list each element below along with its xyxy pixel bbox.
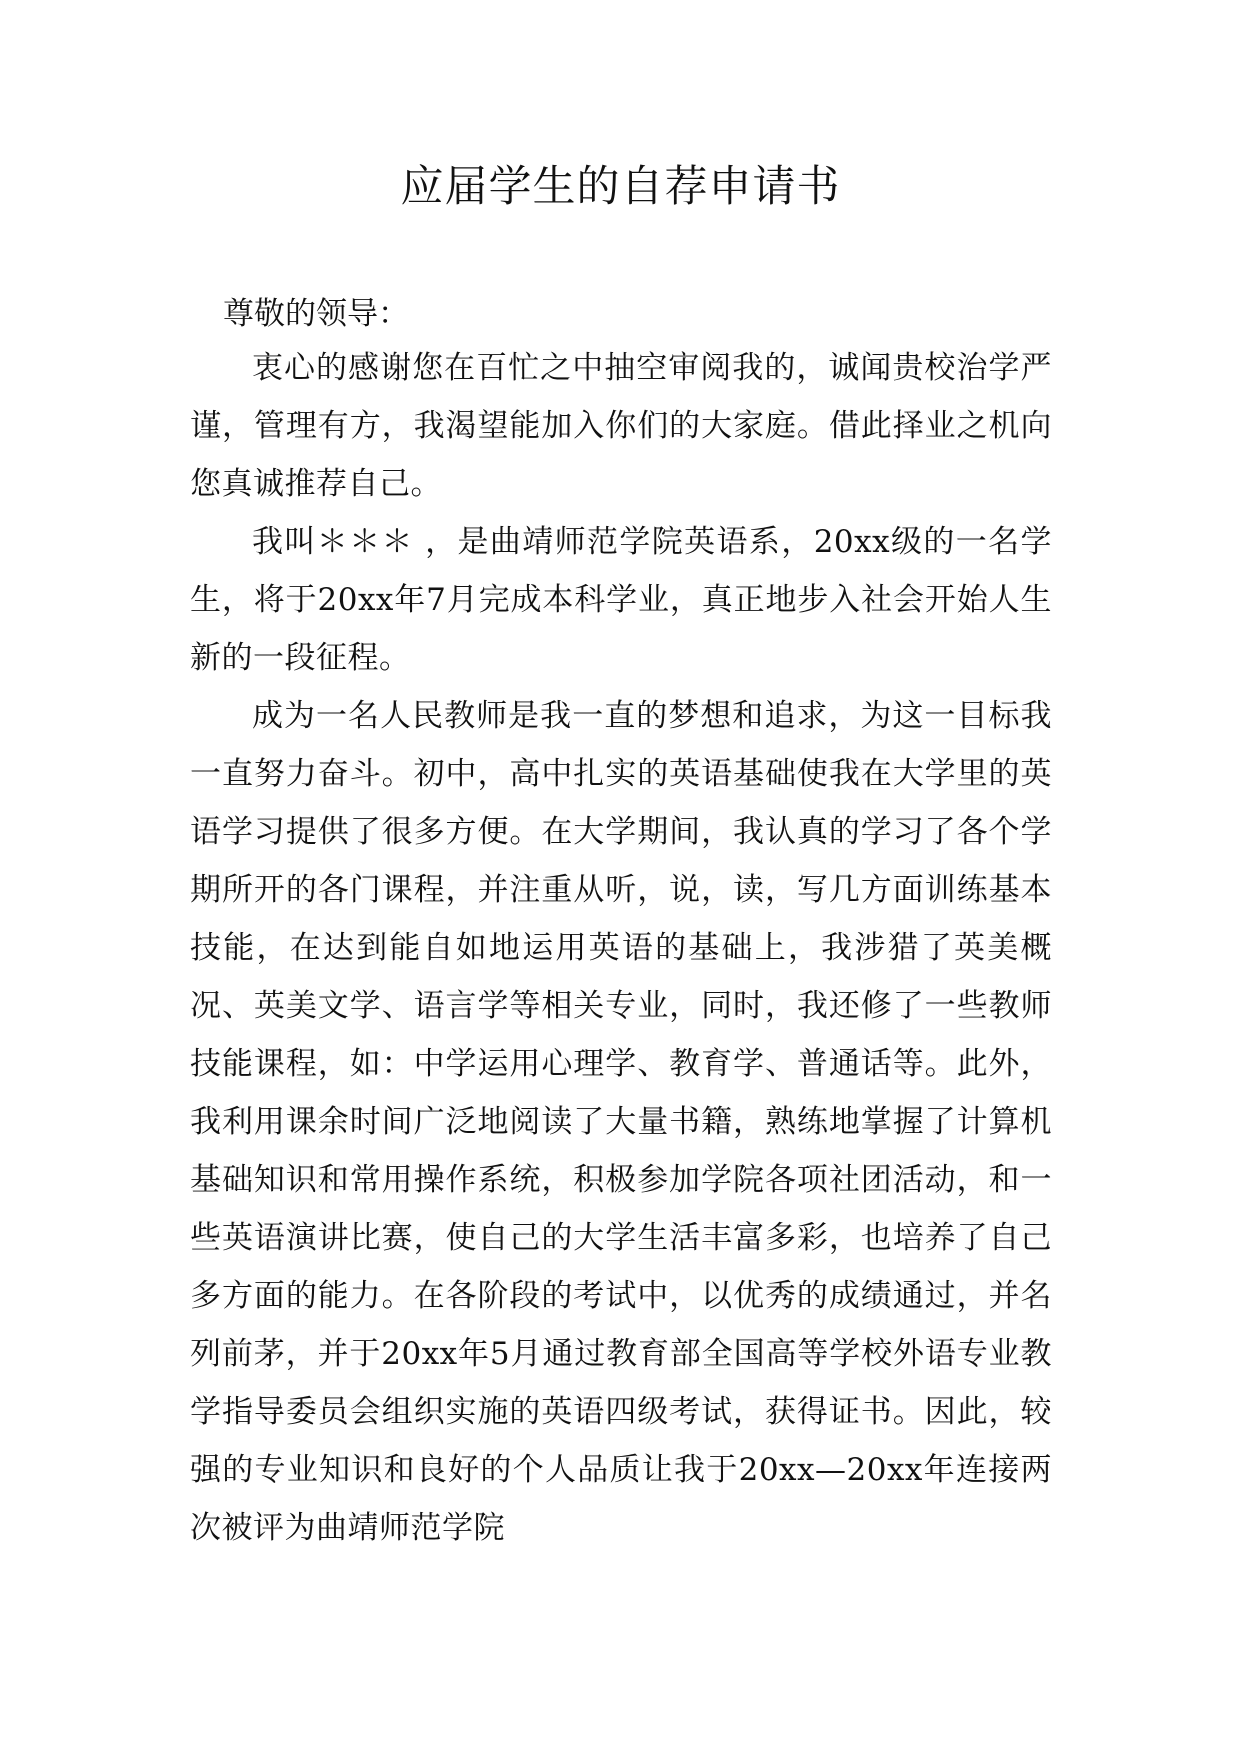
letter-body — [190, 339, 1052, 1557]
paragraph-introduction: 我叫＊＊＊ ，是曲靖师范学院英语系，20xx级的一名学生，将于20xx年7月完成本科学业，真正地步入社会开始人生新的一段征程。 — [190, 524, 1052, 676]
paragraph-experience: 成为一名人民教师是我一直的梦想和追求，为这一目标我一直努力奋斗。初中，高中扎实的英语基础使我在大学里的英语学习提供了很多方便。在大学期间，我认真的学习了各个学期所开的各门课程，并注重从听，说，读，写几方面训练基本技能，在达到能自如地运用英语的基础上，我涉猎了英美概况、英美文学、语言学等相关专业，同时，我还修了一些教师技能课程，如：中学运用心理学、教育学、普通话等。此外，我利用课余时间广泛地阅读了大量书籍，熟练地掌握了计算机基础知识和常用操作系统，积极参加学院各项社团活动，和一些英语演讲比赛，使自己的大学生活丰富多彩，也培养了自己多方面的能力。在各阶段的考试中，以优秀的成绩通过，并名列前茅，并于20xx年5月通过教育部全国高等学校外语专业教学指导委员会组织实施的英语四级考试，获得证书。因此，较强的专业知识和良好的个人品质让我于20xx—20xx年连接两次被评为曲靖师范学院 — [190, 698, 1052, 1546]
document-title: 应届学生的自荐申请书 — [400, 162, 841, 212]
salutation: 尊敬的领导： — [223, 296, 409, 332]
paragraph-gratitude: 衷心的感谢您在百忙之中抽空审阅我的，诚闻贵校治学严谨，管理有方，我渴望能加入你们的大家庭。借此择业之机向您真诚推荐自己。 — [190, 350, 1052, 502]
